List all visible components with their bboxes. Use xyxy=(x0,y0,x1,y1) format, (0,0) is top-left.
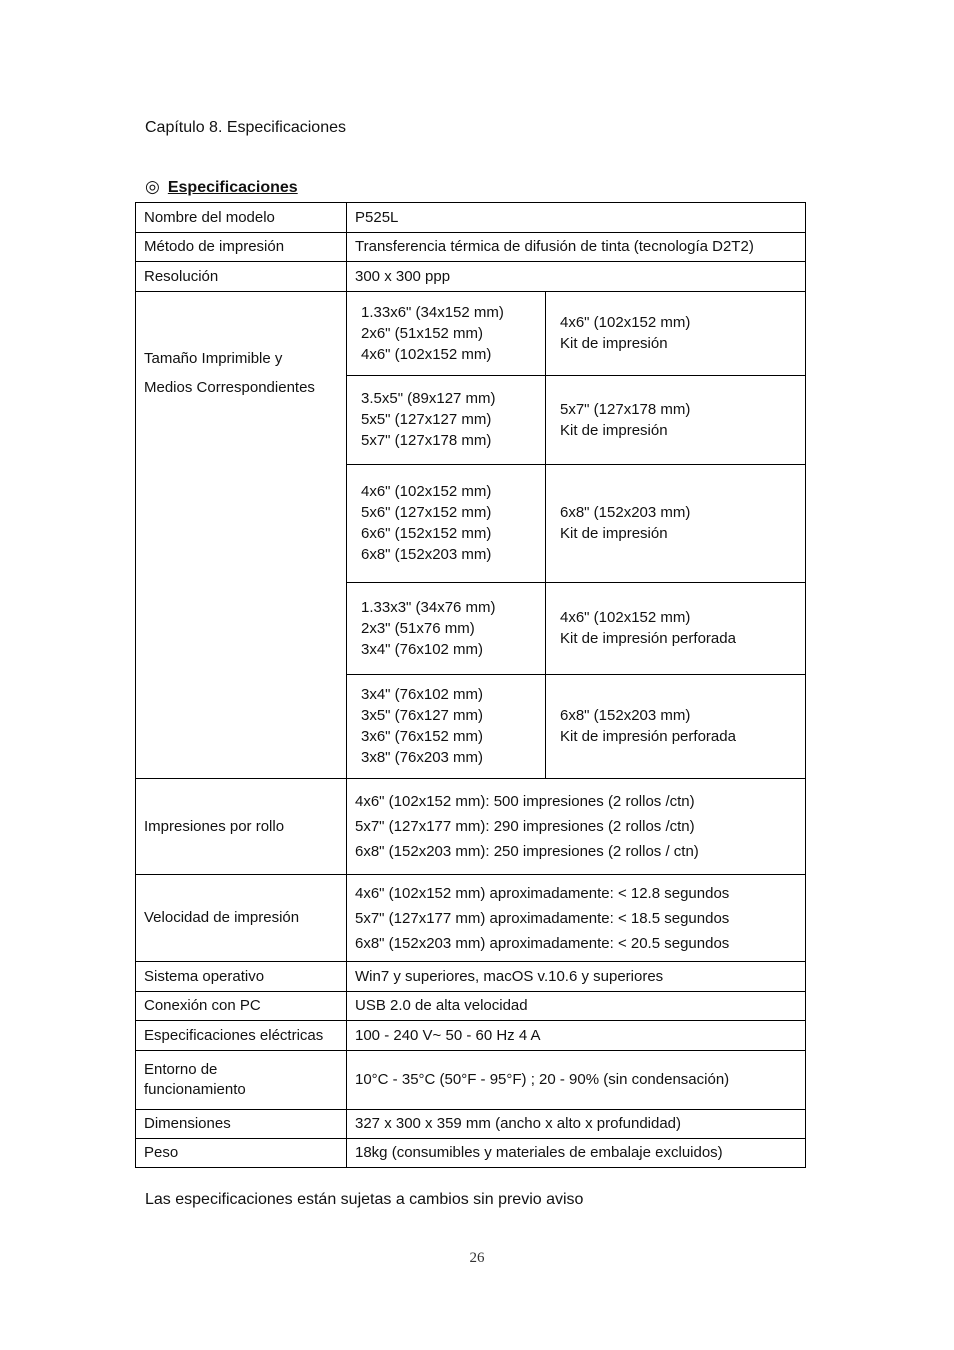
size-item: 6x6" (152x152 mm) xyxy=(361,525,492,542)
row-label-line: funcionamiento xyxy=(144,1081,246,1098)
section-heading xyxy=(145,177,298,197)
size-group xyxy=(347,674,805,778)
size-list xyxy=(347,582,546,674)
kit-name: Kit de impresión perforada xyxy=(560,728,736,746)
row-value: 10°C - 35°C (50°F - 95°F) ; 20 - 90% (sin condensación) xyxy=(347,1051,806,1110)
kit-size: 6x8" (152x203 mm) xyxy=(560,707,691,725)
row-value xyxy=(347,875,806,962)
kit-name: Kit de impresión xyxy=(560,525,668,542)
row-label xyxy=(136,1051,347,1110)
kit-size: 5x7" (127x178 mm) xyxy=(560,400,691,418)
row-label: Impresiones por rollo xyxy=(136,779,347,875)
size-item: 3x4" (76x102 mm) xyxy=(361,640,484,658)
spec-row-tamano xyxy=(136,292,806,779)
row-value: Win7 y superiores, macOS v.10.6 y superiores xyxy=(347,962,806,992)
kit-name: Kit de impresión xyxy=(560,335,668,353)
page-number: 26 xyxy=(469,1250,485,1266)
kit-size: 4x6" (102x152 mm) xyxy=(560,609,691,626)
row-value: USB 2.0 de alta velocidad xyxy=(347,992,806,1021)
row-label: Resolución xyxy=(136,262,347,292)
value-line: 4x6" (102x152 mm) aproximadamente: < 12.8 segundos xyxy=(355,884,730,902)
value-line: 6x8" (152x203 mm): 250 impresiones (2 rollos / ctn) xyxy=(355,843,699,860)
row-label: Dimensiones xyxy=(136,1110,347,1139)
size-group xyxy=(347,375,805,464)
row-label: Nombre del modelo xyxy=(136,203,347,233)
print-kit xyxy=(546,375,806,464)
spec-row-dimensiones xyxy=(136,1110,806,1139)
spec-row-velocidad xyxy=(136,875,806,962)
printable-sizes-cell xyxy=(347,292,806,779)
size-item: 3.5x5" (89x127 mm) xyxy=(361,390,496,407)
kit-name: Kit de impresión xyxy=(560,421,668,439)
printable-sizes-table xyxy=(347,292,805,778)
size-item: 2x3" (51x76 mm) xyxy=(361,619,475,637)
size-item: 2x6" (51x152 mm) xyxy=(361,324,484,342)
row-label: Especificaciones eléctricas xyxy=(136,1021,347,1051)
value-line: 5x7" (127x177 mm) aproximadamente: < 18.5 segundos xyxy=(355,909,730,927)
spec-row-metodo xyxy=(136,233,806,262)
print-kit xyxy=(546,582,806,674)
row-value xyxy=(347,779,806,875)
size-item: 3x4" (76x102 mm) xyxy=(361,686,484,704)
row-label-line: Tamaño Imprimible y xyxy=(144,350,283,367)
row-label-line: Entorno de xyxy=(144,1061,218,1078)
row-label: Conexión con PC xyxy=(136,992,347,1021)
size-item: 5x7" (127x178 mm) xyxy=(361,432,492,449)
spec-row-conexion xyxy=(136,992,806,1021)
size-group xyxy=(347,464,805,582)
kit-name: Kit de impresión perforada xyxy=(560,630,736,647)
size-group xyxy=(347,292,805,375)
row-value: 100 - 240 V~ 50 - 60 Hz 4 A xyxy=(347,1021,806,1051)
row-label-line: Medios Correspondientes xyxy=(144,379,315,396)
spec-row-entorno xyxy=(136,1051,806,1110)
footer-note: Las especificaciones están sujetas a cambios sin previo aviso xyxy=(145,1191,584,1208)
spec-row-electricas xyxy=(136,1021,806,1051)
specifications-table xyxy=(135,202,806,1168)
size-list xyxy=(347,292,546,375)
size-item: 5x6" (127x152 mm) xyxy=(361,504,492,521)
double-circle-icon: ◎ xyxy=(145,177,160,196)
size-list xyxy=(347,674,546,778)
size-item: 1.33x3" (34x76 mm) xyxy=(361,598,496,616)
size-item: 3x8" (76x203 mm) xyxy=(361,749,484,767)
spec-row-peso xyxy=(136,1139,806,1168)
spec-row-modelo xyxy=(136,203,806,233)
row-label: Método de impresión xyxy=(136,233,347,262)
print-kit xyxy=(546,292,806,375)
row-value: 18kg (consumibles y materiales de embalaje excluidos) xyxy=(347,1139,806,1168)
spec-row-sistema xyxy=(136,962,806,992)
print-kit xyxy=(546,464,806,582)
kit-size: 6x8" (152x203 mm) xyxy=(560,504,691,521)
size-item: 3x6" (76x152 mm) xyxy=(361,728,484,746)
value-line: 5x7" (127x177 mm): 290 impresiones (2 rollos /ctn) xyxy=(355,818,695,835)
value-line: 6x8" (152x203 mm) aproximadamente: < 20.5 segundos xyxy=(355,934,730,952)
kit-size: 4x6" (102x152 mm) xyxy=(560,314,691,332)
row-label: Velocidad de impresión xyxy=(136,875,347,962)
row-value: Transferencia térmica de difusión de tinta (tecnología D2T2) xyxy=(347,233,806,262)
row-value: P525L xyxy=(347,203,806,233)
size-item: 4x6" (102x152 mm) xyxy=(361,345,492,363)
row-label xyxy=(136,292,347,779)
size-group xyxy=(347,582,805,674)
spec-row-resolucion xyxy=(136,262,806,292)
size-item: 4x6" (102x152 mm) xyxy=(361,483,492,500)
row-value: 300 x 300 ppp xyxy=(347,262,806,292)
print-kit xyxy=(546,674,806,778)
size-item: 6x8" (152x203 mm) xyxy=(361,546,492,563)
size-list xyxy=(347,464,546,582)
row-label: Peso xyxy=(136,1139,347,1168)
size-item: 1.33x6" (34x152 mm) xyxy=(361,303,504,321)
size-item: 5x5" (127x127 mm) xyxy=(361,411,492,428)
row-value: 327 x 300 x 359 mm (ancho x alto x profundidad) xyxy=(347,1110,806,1139)
row-label: Sistema operativo xyxy=(136,962,347,992)
chapter-title: Capítulo 8. Especificaciones xyxy=(145,119,346,136)
size-item: 3x5" (76x127 mm) xyxy=(361,707,484,725)
value-line: 4x6" (102x152 mm): 500 impresiones (2 rollos /ctn) xyxy=(355,793,695,810)
size-list xyxy=(347,375,546,464)
section-title: Especificaciones xyxy=(167,179,298,196)
spec-row-impresiones xyxy=(136,779,806,875)
